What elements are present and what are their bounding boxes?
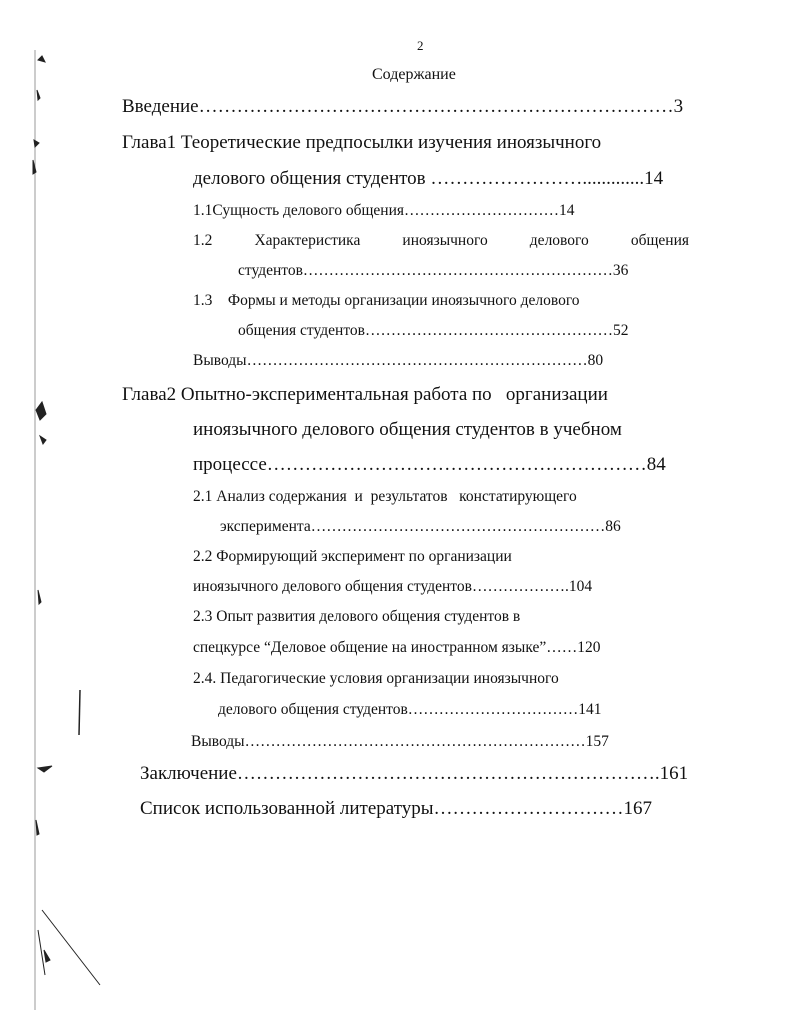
toc-2-3-line1: 2.3 Опыт развития делового общения студентов в xyxy=(193,608,521,625)
toc-1-2-word: делового xyxy=(529,232,589,249)
toc-2-2-page: 104 xyxy=(568,578,593,595)
toc-2-2-dots: ………………. xyxy=(471,578,569,595)
toc-conclusion-text: Заключение xyxy=(140,763,237,784)
toc-conc1-text: Выводы xyxy=(193,352,247,369)
toc-entry-references xyxy=(140,798,652,820)
toc-2-2-line1: 2.2 Формирующий эксперимент по организации xyxy=(193,548,512,565)
toc-ch2-line2: иноязычного делового общения студентов в учебном xyxy=(193,419,622,440)
toc-1-2-dots: …………………………………………………… xyxy=(302,262,613,279)
page-title: Содержание xyxy=(372,66,456,83)
toc-references-page: 167 xyxy=(623,798,653,819)
toc-ch1-page: 14 xyxy=(644,168,664,189)
toc-entry-1-2 xyxy=(238,262,628,280)
toc-ch2-line1: Глава2 Опытно-экспериментальная работа по организации xyxy=(122,384,608,405)
toc-2-4-dots: …………………………… xyxy=(407,701,579,718)
page-number: 2 xyxy=(417,38,424,53)
toc-2-4-page: 141 xyxy=(578,701,602,718)
toc-1-3-line2: общения студентов xyxy=(238,322,365,339)
toc-conc2-text: Выводы xyxy=(191,733,245,750)
toc-ch2-page: 84 xyxy=(646,454,666,475)
toc-entry-conclusion xyxy=(140,763,688,785)
toc-entry-1-1 xyxy=(193,202,575,220)
toc-1-1-text: 1.1Сущность делового общения xyxy=(193,202,405,219)
toc-ch2-line3: процессе xyxy=(193,454,267,475)
toc-ch1-line2: делового общения студентов xyxy=(193,168,426,189)
toc-intro-text: Введение xyxy=(122,96,199,117)
toc-1-2-page: 36 xyxy=(612,262,629,279)
toc-1-2-word: 1.2 xyxy=(193,232,213,249)
toc-entry-conclusions-2 xyxy=(191,733,609,751)
toc-1-2-word: иноязычного xyxy=(402,232,488,249)
toc-ch1-dots: ……………………............. xyxy=(430,168,645,189)
toc-ch2-dots: …………………………………………………… xyxy=(266,454,647,475)
toc-2-4-line2: делового общения студентов xyxy=(218,701,408,718)
toc-intro-page: 3 xyxy=(673,96,684,117)
toc-1-2-line2: студентов xyxy=(238,262,303,279)
toc-1-2-line1 xyxy=(193,232,689,250)
toc-conclusion-dots: …………………………………………………………. xyxy=(236,763,660,784)
toc-2-1-dots: ………………………………………………… xyxy=(310,518,606,535)
toc-conc2-page: 157 xyxy=(585,733,609,750)
toc-2-4-line1: 2.4. Педагогические условия организации иноязычного xyxy=(193,670,559,687)
toc-entry-conclusions-1 xyxy=(193,352,603,370)
toc-entry-1-3 xyxy=(238,322,628,340)
toc-entry-2-1 xyxy=(220,518,621,536)
toc-references-text: Список использованной литературы xyxy=(140,798,434,819)
toc-2-3-line2: спецкурсе “Деловое общение на иностранном языке” xyxy=(193,639,547,656)
toc-2-1-line1: 2.1 Анализ содержания и результатов констатирующего xyxy=(193,488,577,505)
toc-2-2-line2: иноязычного делового общения студентов xyxy=(193,578,472,595)
toc-1-3-page: 52 xyxy=(612,322,629,339)
toc-entry-ch2 xyxy=(193,454,666,476)
toc-2-3-page: 120 xyxy=(577,639,601,656)
toc-1-1-page: 14 xyxy=(559,202,575,219)
toc-2-1-page: 86 xyxy=(605,518,621,535)
toc-conclusion-page: 161 xyxy=(659,763,689,784)
toc-entry-intro xyxy=(122,96,683,118)
toc-ch1-line1: Глава1 Теоретические предпосылки изучения иноязычного xyxy=(122,132,602,153)
toc-entry-2-4 xyxy=(218,701,602,719)
toc-references-dots: ………………………… xyxy=(433,798,624,819)
toc-1-2-word: общения xyxy=(630,232,689,249)
toc-conc1-dots: ………………………………………………………… xyxy=(246,352,588,369)
toc-conc2-dots: ………………………………………………………… xyxy=(244,733,586,750)
toc-intro-dots: ………………………………………………………………… xyxy=(198,96,674,117)
toc-entry-ch1 xyxy=(193,168,663,190)
toc-entry-2-3 xyxy=(193,639,601,657)
toc-1-2-word: Характеристика xyxy=(254,232,361,249)
toc-1-1-dots: ………………………… xyxy=(404,202,560,219)
toc-1-3-line1: 1.3 Формы и методы организации иноязычного делового xyxy=(193,292,580,309)
toc-2-1-line2: эксперимента xyxy=(220,518,311,535)
toc-entry-2-2 xyxy=(193,578,592,596)
toc-conc1-page: 80 xyxy=(587,352,604,369)
toc-2-3-dots: …… xyxy=(546,639,578,656)
toc-1-3-dots: ………………………………………… xyxy=(364,322,613,339)
